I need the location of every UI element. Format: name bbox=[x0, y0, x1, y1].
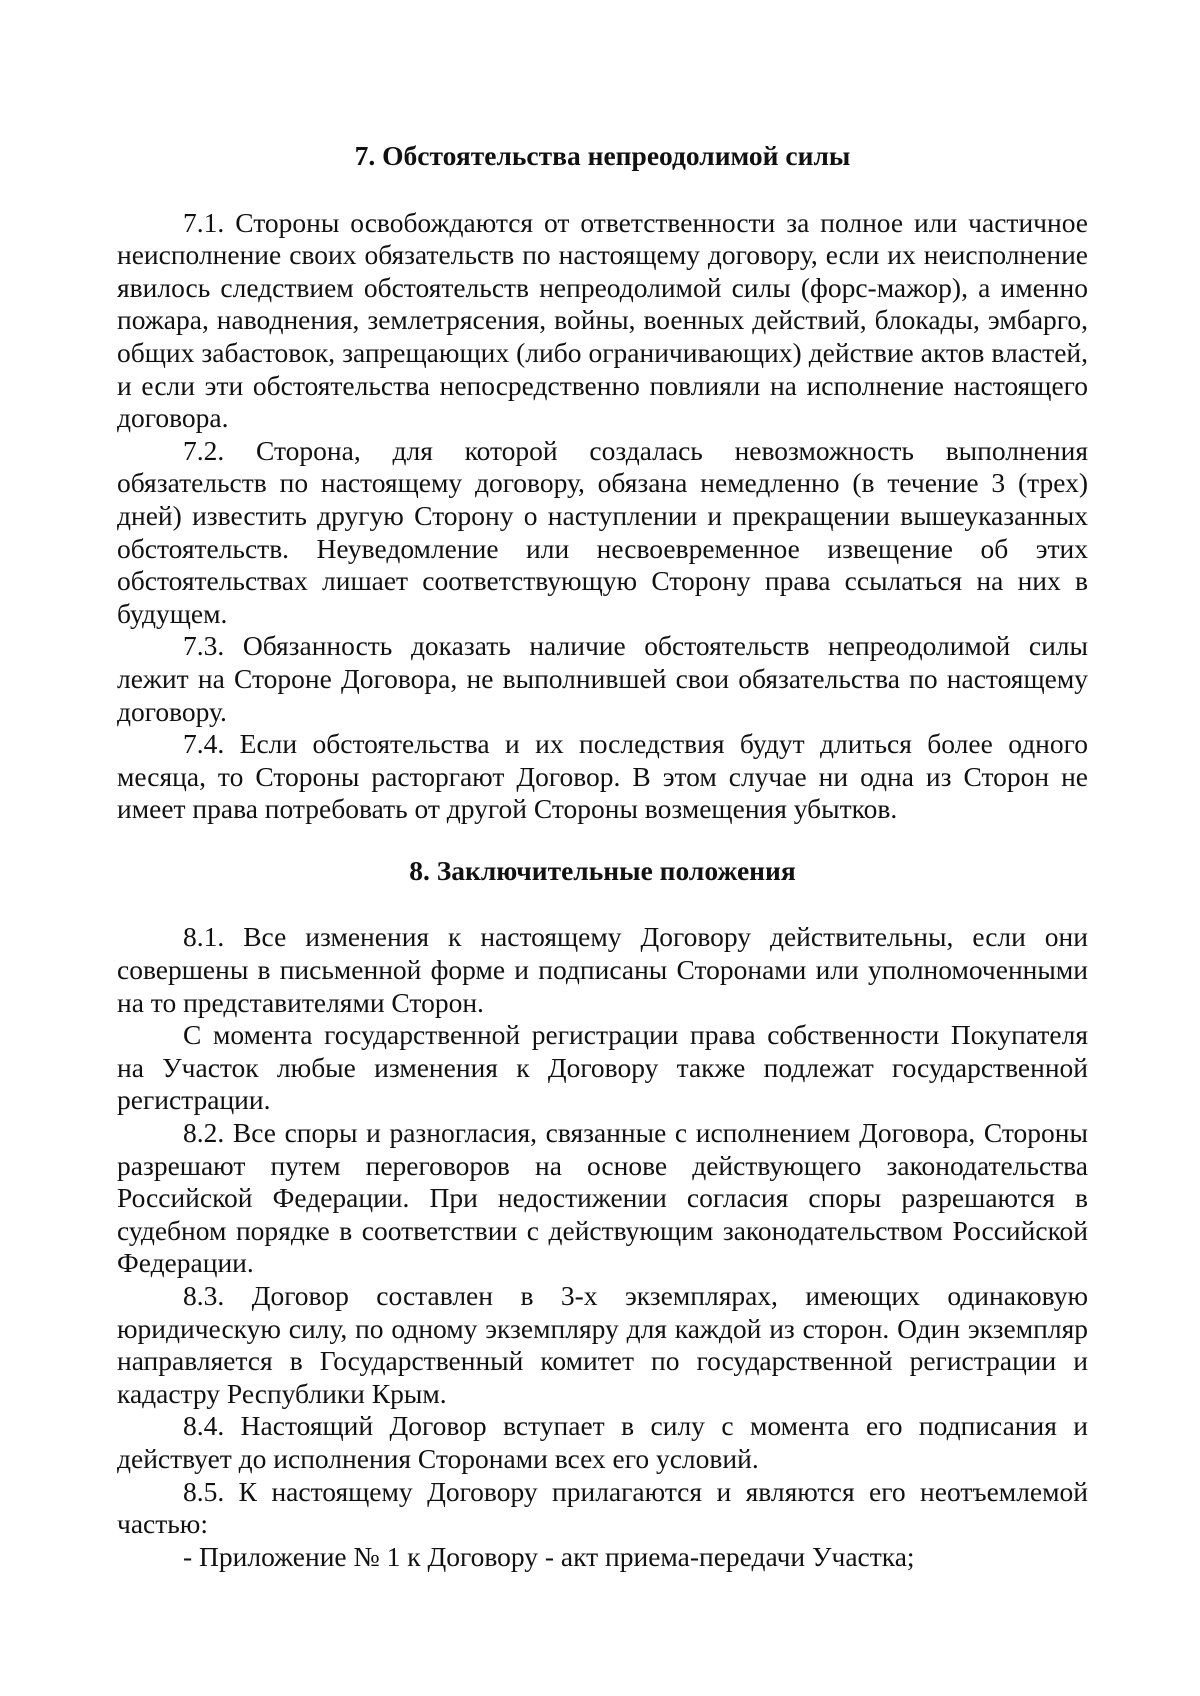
paragraph-8-1-registration: С момента государственной регистрации права собственности Покупателя на Участок любые изменения к Договору также подлежат государственной регистрации. bbox=[117, 1019, 1088, 1116]
paragraph-8-1: 8.1. Все изменения к настоящему Договору действительны, если они совершены в письменной форме и подписаны Сторонами или уполномоченными на то представителями Сторон. bbox=[117, 921, 1088, 1018]
paragraph-7-4: 7.4. Если обстоятельства и их последствия будут длиться более одного месяца, то Стороны расторгают Договор. В этом случае ни одна из Сторон не имеет права потребовать от другой Стороны возмещения убытков. bbox=[117, 728, 1088, 825]
paragraph-7-2: 7.2. Сторона, для которой создалась невозможность выполнения обязательств по настоящему договору, обязана немедленно (в течение 3 (трех) дней) известить другую Сторону о наступлении и прекращении вышеуказанных обстоятельств. Неуведомление или несвоевременное извещение об этих обстоятельствах лишает соответствующую Сторону права ссылаться на них в будущем. bbox=[117, 434, 1088, 629]
section-7-heading: 7. Обстоятельства непреодолимой силы bbox=[354, 140, 851, 171]
paragraph-7-1: 7.1. Стороны освобождаются от ответственности за полное или частичное неисполнение своих обязательств по настоящему договору, если их неисполнение явилось следствием обстоятельств непреодолимой силы (форс-мажор), а именно пожара, наводнения, землетрясения, войны, военных действий, блокады, эмбарго, общих забастовок, запрещающих (либо ограничивающих) действие актов властей, и если эти обстоятельства непосредственно повлияли на исполнение настоящего договора. bbox=[117, 206, 1088, 434]
section-8-heading: 8. Заключительные положения bbox=[409, 854, 796, 886]
paragraph-7-3: 7.3. Обязанность доказать наличие обстоятельств непреодолимой силы лежит на Стороне Договора, не выполнившей свои обязательства по настоящему договору. bbox=[117, 630, 1088, 727]
paragraph-8-4: 8.4. Настоящий Договор вступает в силу с момента его подписания и действует до исполнения Сторонами всех его условий. bbox=[117, 1410, 1088, 1474]
paragraph-8-5: 8.5. К настоящему Договору прилагаются и являются его неотъемлемой частью: bbox=[117, 1475, 1088, 1540]
appendix-list-item: - Приложение № 1 к Договору - акт приема-передачи Участка; bbox=[183, 1540, 915, 1572]
document-page bbox=[117, 140, 1088, 1573]
paragraph-8-3: 8.3. Договор составлен в 3-х экземплярах, имеющих одинаковую юридическую силу, по одному экземпляру для каждой из сторон. Один экземпляр направляется в Государственный комитет по государственной регистрации и кадастру Республики Крым. bbox=[117, 1280, 1088, 1409]
paragraph-8-2: 8.2. Все споры и разногласия, связанные с исполнением Договора, Стороны разрешают путем переговоров на основе действующего законодательства Российской Федерации. При недостижении согласия споры разрешаются в судебном порядке в соответствии с действующим законодательством Российской Федерации. bbox=[117, 1117, 1088, 1279]
